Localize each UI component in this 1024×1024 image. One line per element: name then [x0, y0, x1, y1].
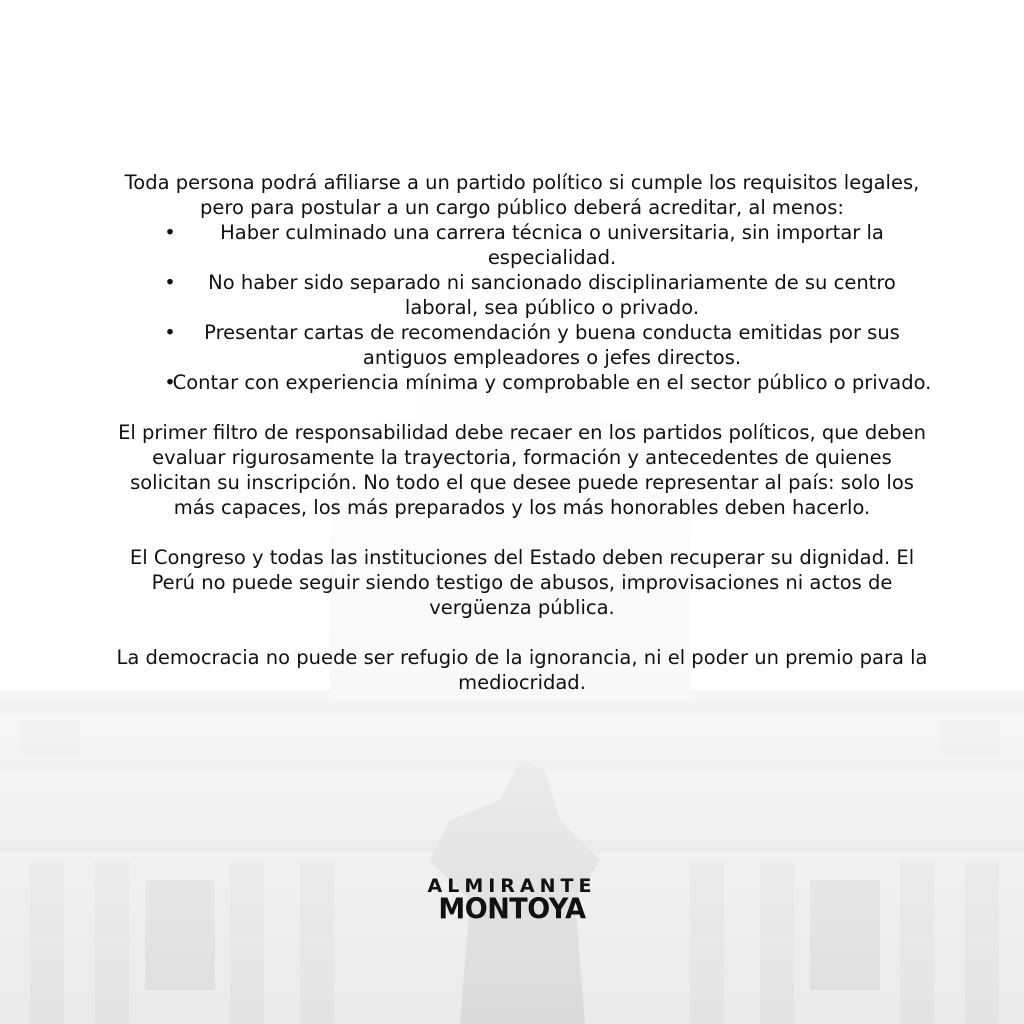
paragraph-parties-filter: El primer filtro de responsabilidad debe recaer en los partidos políticos, que deben evaluar rigurosamente la trayectoria, formación y antecedentes de quienes solicitan su inscripción. No todo el que desee puede representar al país: solo los más capaces, los más preparados y los más honorables deben hacerlo. [118, 421, 926, 519]
bullet-icon: • [164, 271, 176, 294]
requirement-item [112, 220, 932, 270]
brand-logo [372, 875, 652, 926]
requirement-item [112, 270, 932, 320]
spacer [112, 620, 932, 645]
requirement-text: Presentar cartas de recomendación y buena conducta emitidas por sus antiguos empleadores o jefes directos. [204, 321, 900, 369]
bullet-icon: • [164, 371, 176, 394]
paragraph-congress-dignity: El Congreso y todas las instituciones del Estado deben recuperar su dignidad. El Perú no puede seguir siendo testigo de abusos, improvisaciones ni actos de vergüenza pública. [129, 546, 915, 619]
intro-paragraph: Toda persona podrá afiliarse a un partido político si cumple los requisitos legales, pero para postular a un cargo público deberá acreditar, al menos: [124, 171, 920, 219]
logo-line-1: ALMIRANTE [427, 875, 597, 897]
spacer [112, 520, 932, 545]
bullet-icon: • [164, 321, 176, 344]
requirement-text: Contar con experiencia mínima y comprobable en el sector público o privado. [172, 371, 932, 394]
requirement-text: Haber culminado una carrera técnica o universitaria, sin importar la especialidad. [220, 221, 884, 269]
requirements-list [112, 220, 932, 395]
paragraph-democracy: La democracia no puede ser refugio de la ignorancia, ni el poder un premio para la mediocridad. [116, 646, 928, 694]
logo-line-2: MONTOYA [438, 893, 586, 926]
requirement-item [112, 370, 932, 395]
requirement-item [112, 320, 932, 370]
statement-body [112, 170, 932, 695]
requirement-text: No haber sido separado ni sancionado disciplinariamente de su centro laboral, sea público o privado. [208, 271, 896, 319]
spacer [112, 395, 932, 420]
bullet-icon: • [164, 221, 176, 244]
